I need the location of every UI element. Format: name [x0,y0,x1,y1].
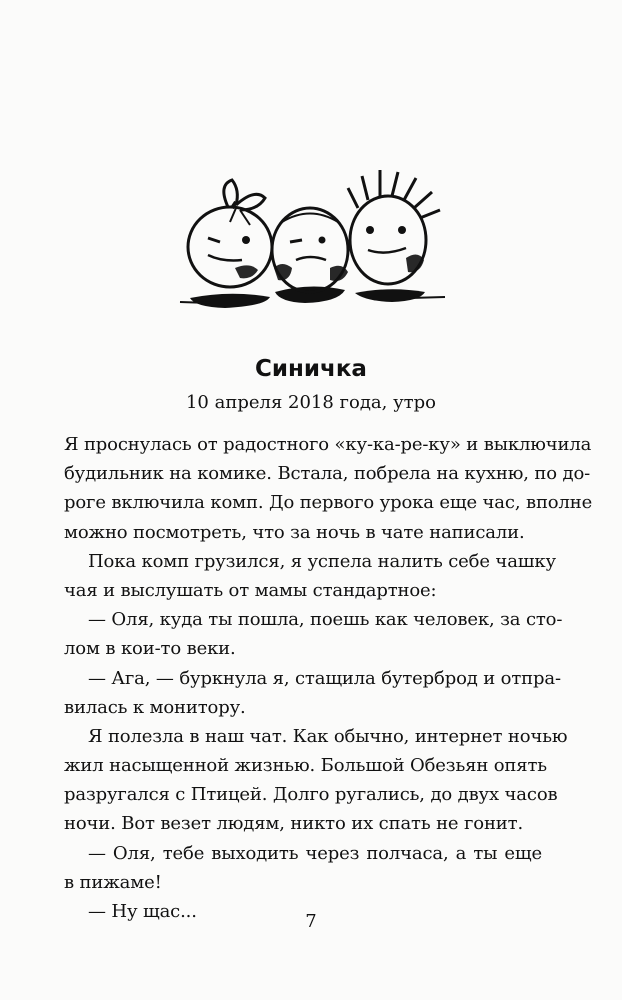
text-line: жил насыщенной жизнью. Большой Обезьян опять [64,755,547,777]
text-line: разругался с Птицей. Долго ругались, до двух часов [64,784,558,806]
chapter-title: Синичка [255,356,367,382]
text-line: можно посмотреть, что за ночь в чате написали. [64,521,525,543]
text-line: будильник на комике. Встала, побрела на кухню, по до- [64,463,591,485]
text-line: Я полезла в наш чат. Как обычно, интернет ночью [88,725,568,747]
text-line: роге включила комп. До первого урока еще час, вполне [64,492,593,514]
text-line: в пижаме! [64,871,162,893]
text-line: — Ну щас... [88,901,197,922]
text-line: ночи. Вот везет людям, никто их спать не гонит. [64,813,524,835]
text-line: лом в кои-то веки. [64,638,236,660]
text-line: — Ага, — буркнула я, стащила бутерброд и отпра- [88,667,561,689]
text-line: Пока комп грузился, я успела налить себе чашку [88,550,556,572]
text-line: Я проснулась от радостного «ку-ка-ре-ку» и выключила [64,434,592,455]
text-line: вилась к монитору. [64,696,246,718]
body-text [64,430,593,926]
text-line: — Оля, тебе выходить через полчаса, а ты еще [88,842,542,864]
page-number: 7 [305,911,317,932]
three-doodle-faces-icon [170,150,455,320]
text-line: — Оля, куда ты пошла, поешь как человек, за сто- [88,609,563,631]
text-line: чая и выслушать от мамы стандартное: [64,579,437,601]
chapter-subtitle: 10 апреля 2018 года, утро [185,392,436,413]
